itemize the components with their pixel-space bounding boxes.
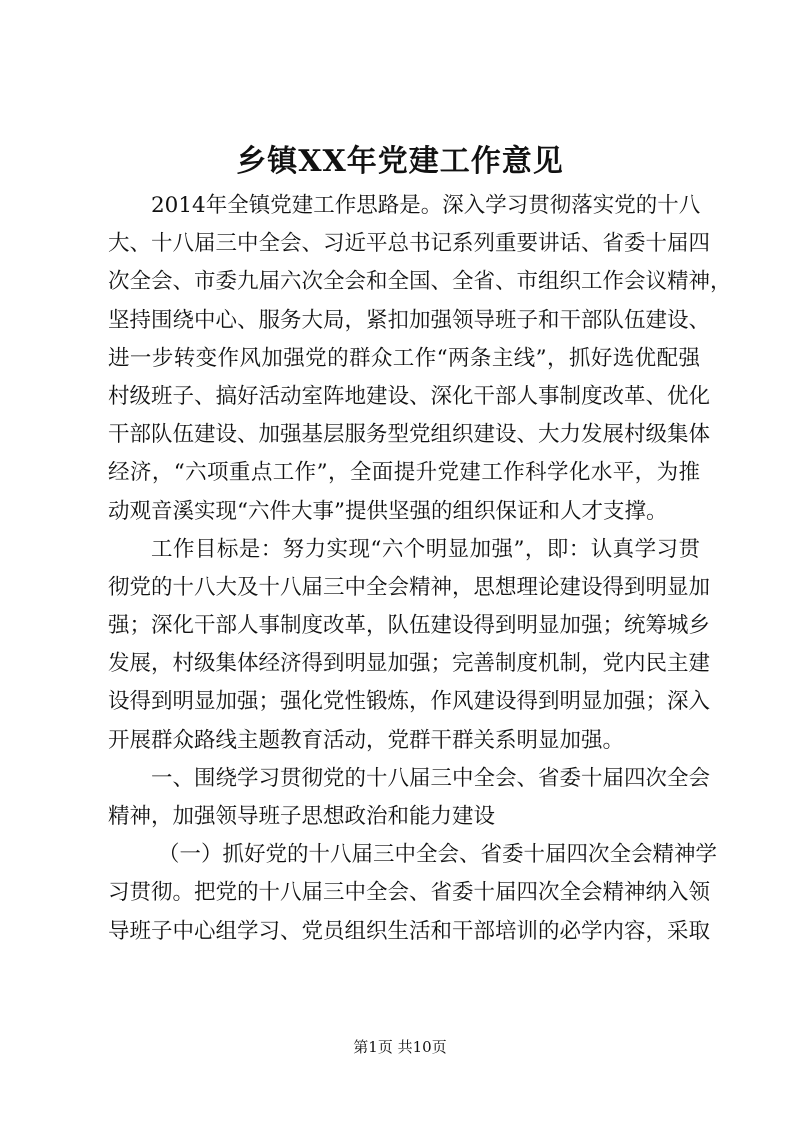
- paragraph-1-line-3: 次全会、市委九届六次全会和全国、全省、市组织工作会议精神，: [108, 269, 732, 295]
- paragraph-1-line-1: 2014年全镇党建工作思路是。深入学习贯彻落实党的十八: [151, 193, 701, 218]
- paragraph-1-line-4: 坚持围绕中心、服务大局，紧扣加强领导班子和干部队伍建设、: [108, 307, 711, 333]
- paragraph-1-line-9: 动观音溪实现“六件大事”提供坚强的组织保证和人才支撑。: [108, 498, 668, 524]
- paragraph-4-line-1: （一）抓好党的十八届三中全会、省委十届四次全会精神学: [158, 842, 718, 868]
- document-title: 乡镇XX年党建工作意见: [236, 144, 564, 179]
- paragraph-2-line-2: 彻党的十八大及十八届三中全会精神，思想理论建设得到明显加: [108, 574, 711, 600]
- paragraph-2-line-4: 发展，村级集体经济得到明显加强；完善制度机制，党内民主建: [108, 651, 711, 677]
- paragraph-1-line-8: 经济，“六项重点工作”，全面提升党建工作科学化水平，为推: [108, 460, 700, 486]
- paragraph-4-line-2: 习贯彻。把党的十八届三中全会、省委十届四次全会精神纳入领: [108, 880, 711, 906]
- paragraph-1-line-7: 干部队伍建设、加强基层服务型党组织建设、大力发展村级集体: [108, 422, 711, 448]
- paragraph-2-line-3: 强；深化干部人事制度改革，队伍建设得到明显加强；统筹城乡: [108, 613, 711, 639]
- section-1-heading-line-2: 精神，加强领导班子思想政治和能力建设: [108, 804, 496, 829]
- paragraph-2-line-6: 开展群众路线主题教育活动，党群干群关系明显加强。: [108, 727, 625, 753]
- document-body: [108, 187, 732, 951]
- page-footer: 第1页 共10页: [353, 1038, 447, 1056]
- paragraph-1-line-6: 村级班子、搞好活动室阵地建设、深化干部人事制度改革、优化: [108, 383, 711, 409]
- paragraph-1-line-2: 大、十八届三中全会、习近平总书记系列重要讲话、省委十届四: [108, 231, 711, 257]
- paragraph-2-line-5: 设得到明显加强；强化党性锻炼，作风建设得到明显加强；深入: [108, 689, 711, 715]
- paragraph-2-line-1: 工作目标是：努力实现“六个明显加强”，即：认真学习贯: [151, 536, 700, 562]
- paragraph-4-line-3: 导班子中心组学习、党员组织生活和干部培训的必学内容，采取: [108, 918, 711, 944]
- paragraph-1-line-5: 进一步转变作风加强党的群众工作“两条主线”，抓好选优配强: [108, 345, 700, 371]
- section-1-heading-line-1: 一、围绕学习贯彻党的十八届三中全会、省委十届四次全会: [151, 765, 711, 791]
